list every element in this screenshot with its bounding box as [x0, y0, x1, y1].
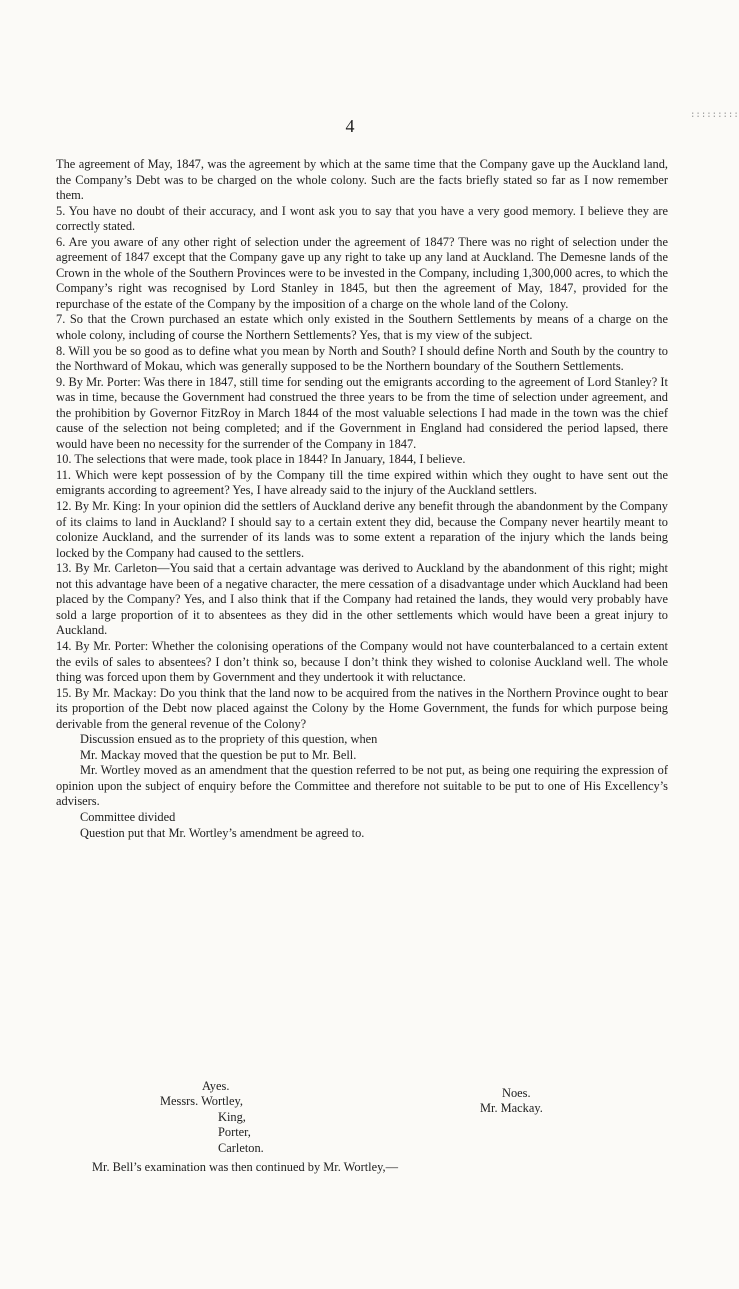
paragraph: Mr. Mackay moved that the question be put to Mr. Bell. [80, 747, 357, 762]
aye-member: King, [218, 1109, 246, 1124]
paragraph: The agreement of May, 1847, was the agreement by which at the same time that the Company gave up the Auckland land, the Company’s Debt was to be charged on the whole colony. Such are the facts briefly stated so far as I now remember them. [56, 157, 668, 203]
page-number: 4 [345, 116, 355, 136]
ayes-heading: Ayes. [202, 1079, 230, 1093]
edge-mark: ::::::::: [690, 110, 739, 120]
ayes-first-line [160, 1094, 264, 1109]
paragraph: 7. So that the Crown purchased an estate which only existed in the Southern Settlements by means of a charge on the whole colony, including of course the Northern Settlements? Yes, that is my view of the subject. [56, 312, 668, 343]
paragraph: 10. The selections that were made, took place in 1844? In January, 1844, I believe. [56, 452, 466, 467]
noe-member: Mr. Mackay. [480, 1101, 543, 1116]
paragraph: 14. By Mr. Porter: Whether the colonising operations of the Company would not have counterbalanced to a certain extent the evils of sales to absentees? I don’t think so, because I don’t think they wished to colonise Auckland well. The whole thing was forced upon them by Government and they undertook it with reluctance. [56, 638, 668, 685]
paragraph: 12. By Mr. King: In your opinion did the settlers of Auckland derive any benefit through the abandonment by the Company of its claims to land in Auckland? I should say to a certain extent they did, because the Company never heartily meant to colonize Auckland, and the surrender of its lands was to some extent a reparation of the injury which the lands being locked by the Company had caused to the settlers. [56, 499, 668, 560]
paragraph: 9. By Mr. Porter: Was there in 1847, still time for sending out the emigrants according to the agreement of Lord Stanley? It was in time, because the Government had construed the three years to be from the time of selection under agreement, and the prohibition by Governor FitzRoy in March 1844 of the most valuable selections I had made in the town was the chief cause of the selection not being completed; and if the Government in England had considered the period lapsed, there would have been no necessity for the surrender of the Company in 1847. [56, 374, 668, 451]
aye-member: Carleton. [218, 1140, 264, 1155]
paragraph: Mr. Wortley moved as an amendment that the question referred to be not put, as being one requiring the expression of opinion upon the subject of enquiry before the Committee and therefore not suitable to be put to one of His Excellency’s advisers. [56, 763, 668, 809]
ayes-prefix: Messrs. [160, 1094, 199, 1109]
aye-member: Wortley, [201, 1094, 243, 1109]
paragraph: 15. By Mr. Mackay: Do you think that the land now to be acquired from the natives in the Northern Province ought to bear its proportion of the Debt now placed against the Colony by the Home Government, the funds for which purpose being derivable from the general revenue of the Colony? [56, 685, 668, 731]
paragraph: Committee divided [80, 809, 176, 824]
paragraph: 8. Will you be so good as to define what you mean by North and South? I should define North and South by the country to the Northward of Mokau, which was generally supposed to be the Northern boundary of the Southern Settlements. [56, 343, 668, 374]
closing-line: Mr. Bell’s examination was then continued by Mr. Wortley,— [92, 1160, 398, 1174]
paragraph: Discussion ensued as to the propriety of this question, when [80, 732, 378, 747]
noes-heading: Noes. [502, 1086, 531, 1100]
noes-column [480, 1086, 543, 1117]
ayes-column [160, 1079, 264, 1156]
paragraph: 11. Which were kept possession of by the Company till the time expired within which they ought to have sent out the emigrants according to agreement? Yes, I have already said to the injury of the Auckland settlers. [56, 467, 668, 498]
body-text [56, 157, 668, 841]
paragraph: 5. You have no doubt of their accuracy, and I wont ask you to say that you have a very good memory. I believe they are correctly stated. [56, 203, 668, 234]
aye-member: Porter, [218, 1125, 251, 1140]
paragraph: Question put that Mr. Wortley’s amendment be agreed to. [80, 825, 365, 840]
paragraph: 6. Are you aware of any other right of selection under the agreement of 1847? There was no right of selection under the agreement of 1847 except that the Company gave up any right to take up any land at Auckland. The Demesne lands of the Crown in the whole of the Southern Provinces were to be invested in the Company, including 1,300,000 acres, to which the Company’s right was recognised by Lord Stanley in 1845, but then the agreement of May, 1847, provided for the repurchase of the estate of the Company by the imposition of a charge on the whole land of the Colony. [56, 234, 668, 311]
paragraph: 13. By Mr. Carleton—You said that a certain advantage was derived to Auckland by the abandonment of this right; might not this advantage have been of a negative character, the mere cessation of a disadvantage under which Auckland had been placed by the Company? Yes, and I also think that if the Company had retained the lands, they would very probably have sold a large proportion of it to absentees as they did in the other settlements which would have been a great injury to Auckland. [56, 561, 668, 638]
